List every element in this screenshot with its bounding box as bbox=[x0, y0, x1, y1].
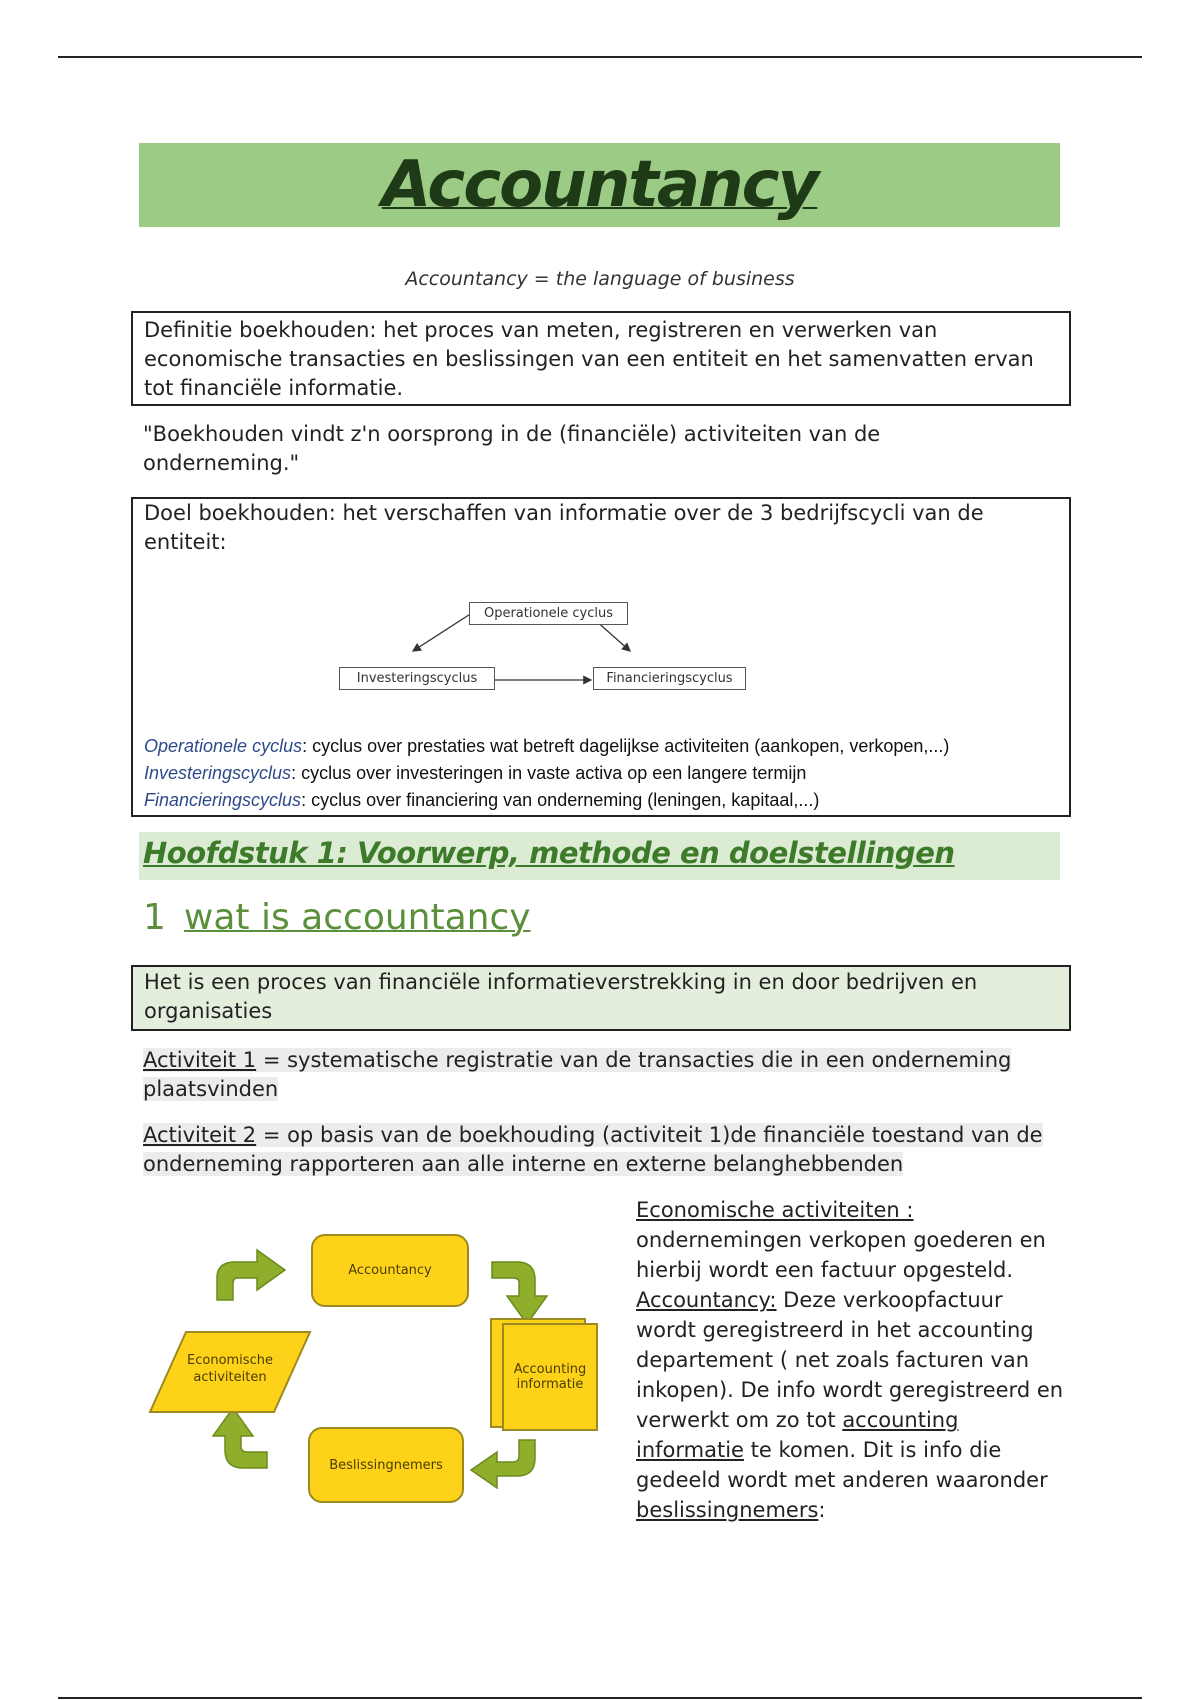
section-number: 1 bbox=[143, 897, 166, 938]
investment-cycle-node: Investeringscyclus bbox=[339, 667, 495, 690]
goal-box bbox=[131, 497, 1071, 817]
arrow-top-right bbox=[492, 1262, 547, 1324]
accounting-information-node: Accounting informatie bbox=[502, 1323, 598, 1431]
side-dec-label: beslissingnemers bbox=[636, 1498, 819, 1522]
section-label: wat is accountancy bbox=[183, 897, 531, 938]
tagline: Accountancy = the language of business bbox=[405, 268, 795, 290]
page-title: Accountancy bbox=[381, 148, 818, 222]
activity-1 bbox=[143, 1046, 1043, 1104]
accountancy-node: Accountancy bbox=[311, 1234, 469, 1307]
side-info-label: accounting informatie bbox=[636, 1408, 959, 1462]
arrow-top-left bbox=[217, 1250, 285, 1300]
operational-cycle-node: Operationele cyclus bbox=[469, 602, 628, 625]
goal-intro: Doel boekhouden: het verschaffen van informatie over de 3 bedrijfscycli van de entiteit: bbox=[144, 501, 984, 554]
activity-2-text: = op basis van de boekhouding (activiteit 1)de financiële toestand van de onderneming rapporteren aan alle interne en externe belanghebbenden bbox=[143, 1123, 1043, 1176]
line-financing: Financieringscyclus: cyclus over financiering van onderneming (leningen, kapitaal,...) bbox=[144, 790, 820, 810]
title-banner bbox=[139, 143, 1060, 227]
decision-makers-node: Beslissingnemers bbox=[308, 1427, 464, 1503]
accounting-information-stack bbox=[490, 1318, 600, 1430]
side-acc-label: Accountancy: bbox=[636, 1288, 777, 1312]
economic-activities-node: Economische activiteiten bbox=[187, 1353, 273, 1385]
arrow-bottom-left bbox=[213, 1408, 267, 1468]
side-econ-label: Economische activiteiten : bbox=[636, 1198, 914, 1222]
side-acc-text: Deze verkoopfactuur wordt geregistreerd in het accounting departement ( net zoals facturen van inkopen). De info wordt geregistreerd en verwerkt om zo tot bbox=[636, 1288, 1064, 1432]
process-text: Het is een proces van financiële informatieverstrekking in en door bedrijven en organisaties bbox=[144, 970, 978, 1023]
top-rule bbox=[58, 56, 1142, 58]
financing-cycle-node: Financieringscyclus bbox=[593, 667, 746, 690]
side-dec-text: : bbox=[818, 1498, 826, 1522]
side-econ-text: ondernemingen verkopen goederen en hierbij wordt een factuur opgesteld. bbox=[636, 1228, 1046, 1282]
section-heading bbox=[143, 897, 531, 938]
activity-2-label: Activiteit 2 bbox=[143, 1123, 257, 1147]
definition-box bbox=[131, 311, 1071, 406]
arrow-bottom-right bbox=[471, 1440, 535, 1488]
definition-text: Definitie boekhouden: het proces van meten, registreren en verwerken van economische transacties en beslissingen van een entiteit en het samenvatten ervan tot financiële informatie. bbox=[144, 318, 1034, 400]
process-box bbox=[131, 965, 1071, 1031]
cycle-definitions bbox=[144, 733, 1064, 814]
arrow-operational-investment bbox=[413, 611, 475, 651]
side-explanation bbox=[636, 1195, 1066, 1525]
activity-1-label: Activiteit 1 bbox=[143, 1048, 257, 1072]
chapter-heading: Hoofdstuk 1: Voorwerp, methode en doelstellingen bbox=[143, 836, 955, 870]
side-info-text: te komen. Dit is info die gedeeld wordt met anderen waaronder bbox=[636, 1438, 1048, 1492]
line-investment: Investeringscyclus: cyclus over investeringen in vaste activa op een langere termijn bbox=[144, 763, 807, 783]
quote: "Boekhouden vindt z'n oorsprong in de (financiële) activiteiten van de onderneming." bbox=[143, 422, 881, 475]
chapter-heading-band bbox=[139, 832, 1060, 880]
activity-1-text: = systematische registratie van de transacties die in een onderneming plaatsvinden bbox=[143, 1048, 1012, 1101]
line-operational: Operationele cyclus: cyclus over prestaties wat betreft dagelijkse activiteiten (aankopen, verkopen,...) bbox=[144, 736, 950, 756]
bottom-rule bbox=[58, 1697, 1142, 1699]
activity-2 bbox=[143, 1121, 1043, 1179]
